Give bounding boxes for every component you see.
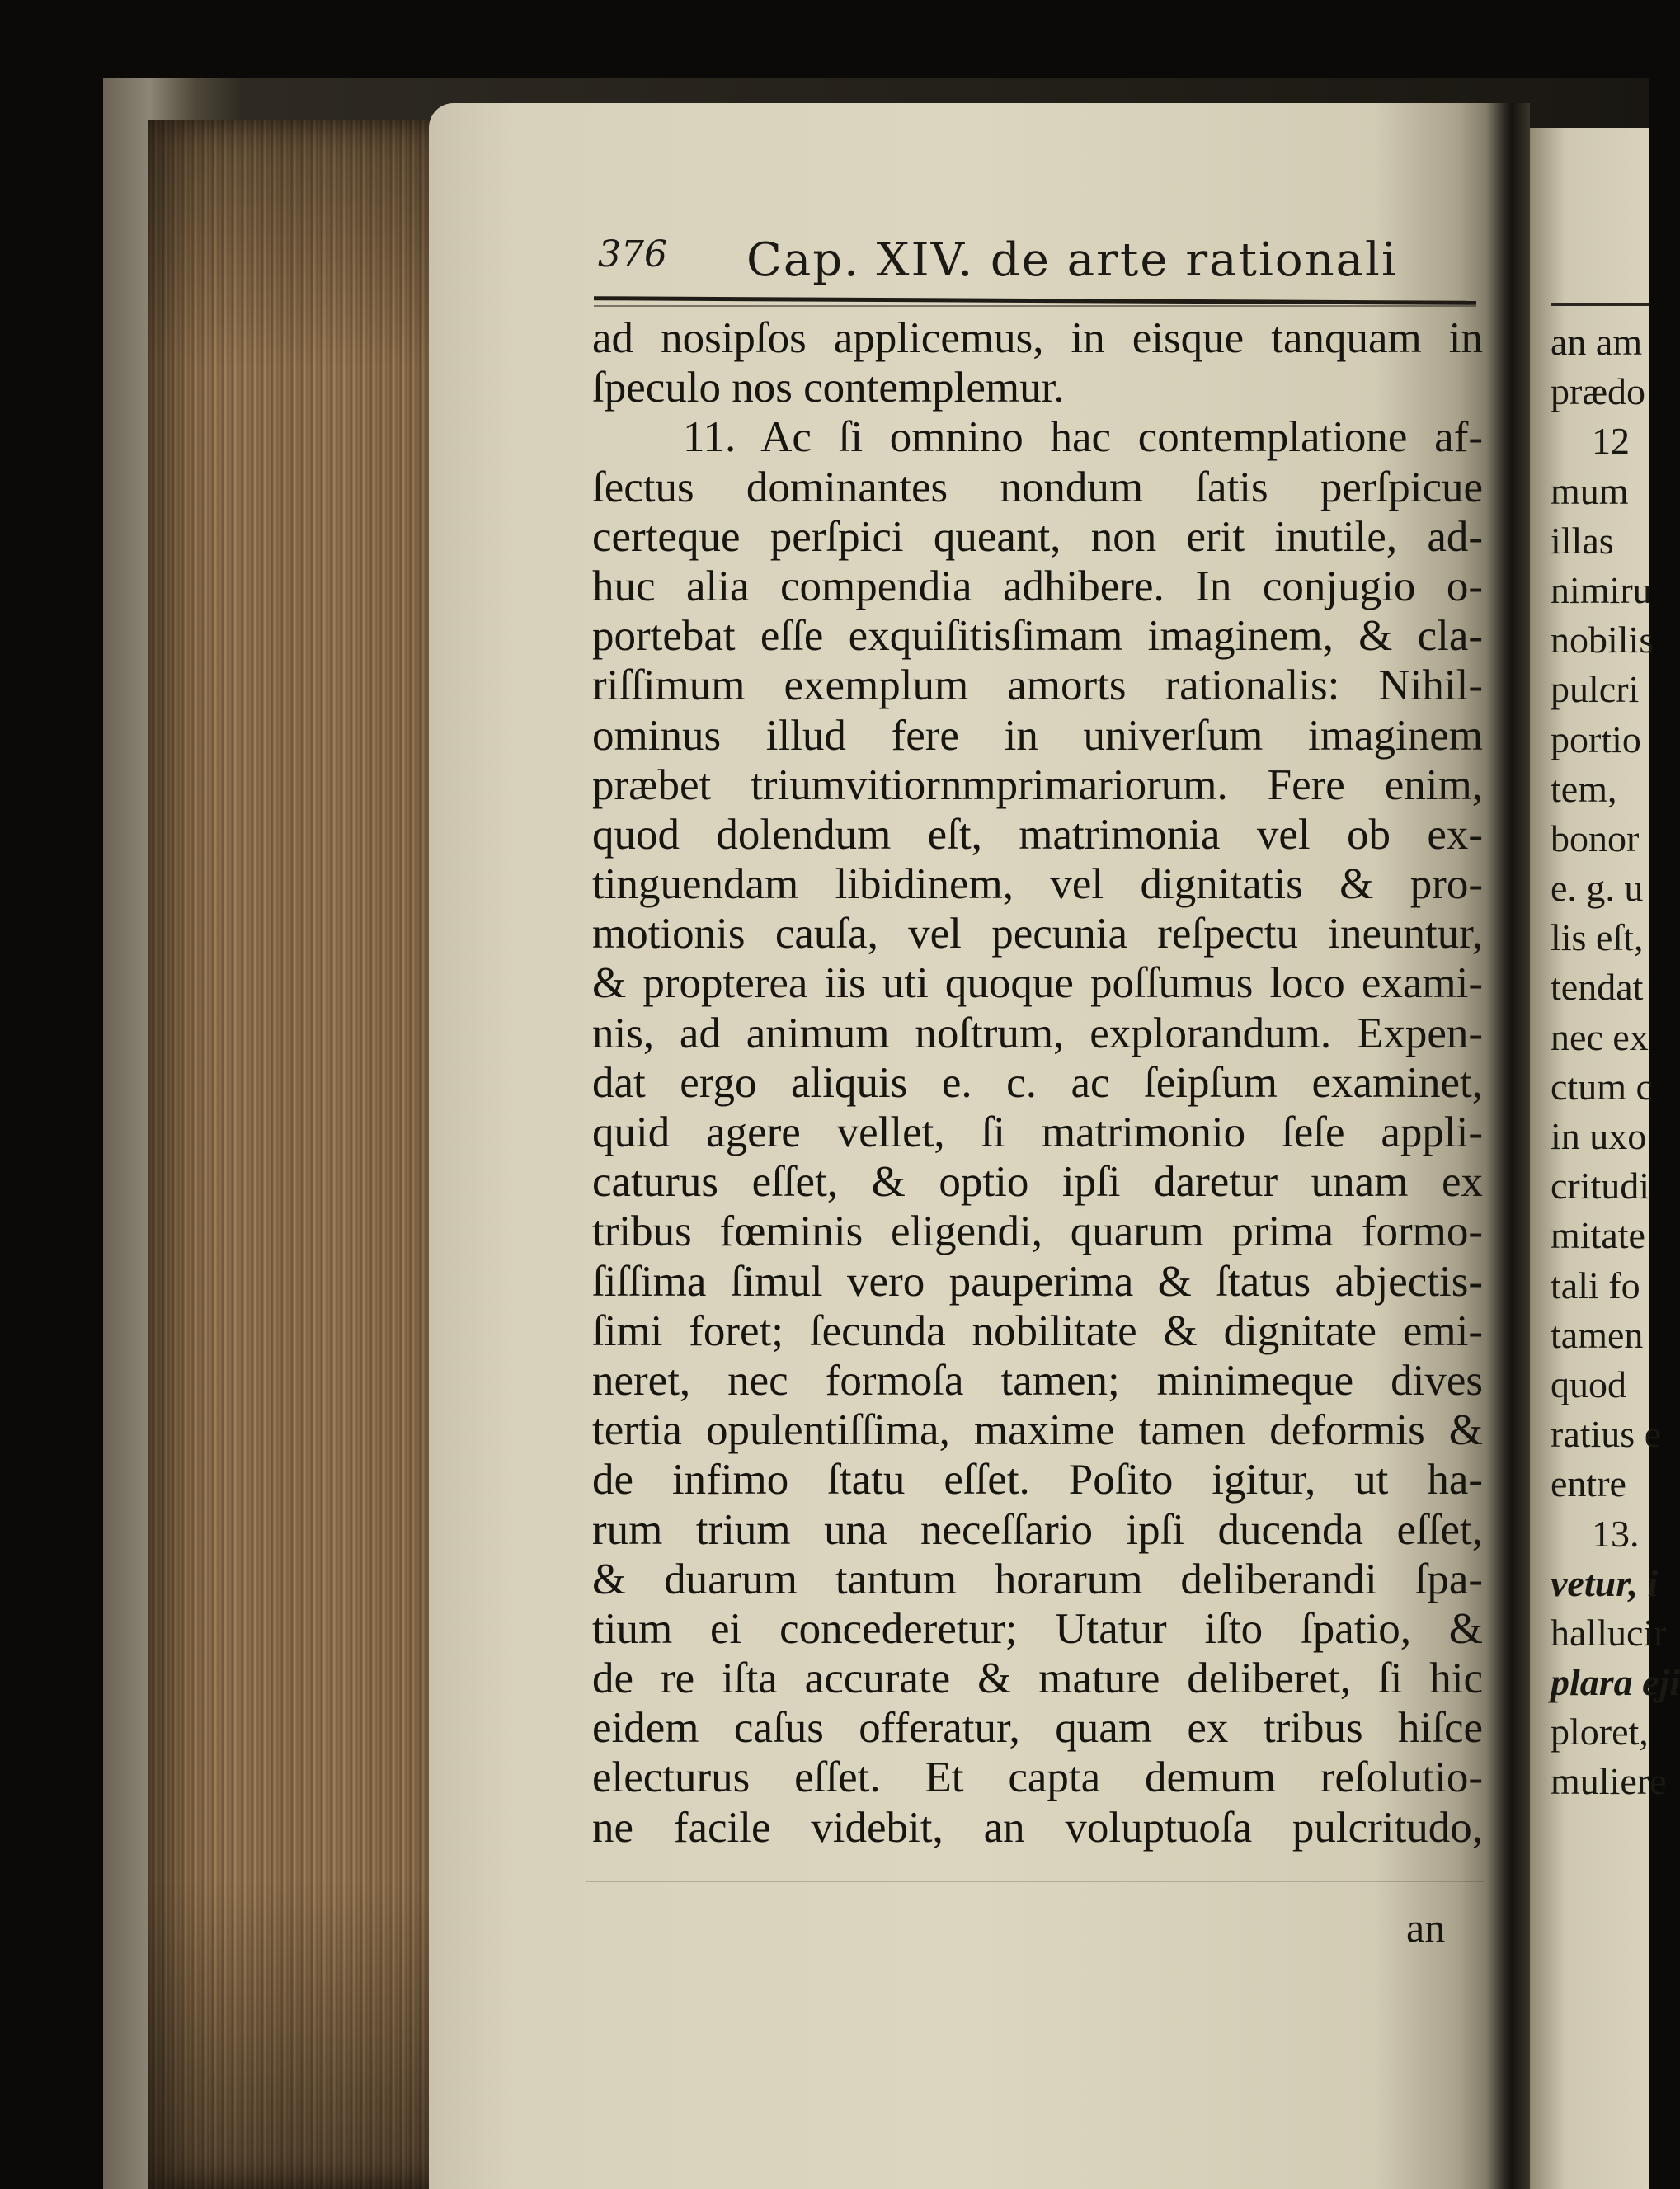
text-line: ſimi foret; ſecunda nobilitate & dignitate emi-	[592, 1306, 1483, 1355]
right-page-line: vetur, i	[1551, 1561, 1659, 1604]
right-page-line: ploret,	[1551, 1711, 1649, 1754]
text-line: tinguendam libidinem, vel dignitatis & pro-	[592, 860, 1483, 909]
text-line: quod dolendum eſt, matrimonia vel ob ex-	[592, 810, 1483, 859]
right-page-line: critudi	[1551, 1165, 1650, 1207]
text-line: huc alia compendia adhibere. In conjugio o-	[592, 562, 1483, 610]
text-line: portebat eſſe exquiſitisſimam imaginem, & cla-	[592, 612, 1483, 661]
text-line: præbet triumvitiornmprimariorum. Fere enim,	[592, 760, 1483, 809]
right-page-line: quod	[1551, 1363, 1626, 1405]
text-line: & propterea iis uti quoque poſſumus loco exami-	[592, 959, 1483, 1008]
right-page-line: tem,	[1551, 767, 1617, 810]
text-line: rum trium una neceſſario ipſi ducenda eſſet,	[592, 1505, 1483, 1554]
right-page-line: 12	[1592, 420, 1630, 463]
right-page-line: e. g. u	[1551, 867, 1644, 910]
text-line: tribus fœminis eligendi, quarum prima formo-	[592, 1207, 1483, 1256]
text-line: electurus eſſet. Et capta demum reſolutio-	[592, 1754, 1483, 1802]
right-page-line: 13.	[1592, 1512, 1640, 1555]
right-page-head-rule	[1551, 303, 1649, 306]
text-line: riſſimum exemplum amorts rationalis: Nihil-	[592, 661, 1483, 710]
right-page-line: ratius e	[1551, 1413, 1662, 1456]
running-head-title: Cap. XIV. de arte rationali	[746, 233, 1398, 287]
catchword: an	[1406, 1904, 1446, 1951]
right-page-line: mum	[1551, 469, 1629, 512]
bleed-through-mark	[586, 1881, 1485, 1882]
right-page-line: muliere	[1551, 1760, 1667, 1803]
text-line: & duarum tantum horarum deliberandi ſpa-	[592, 1555, 1483, 1603]
right-page-line: tamen	[1551, 1313, 1644, 1356]
right-page-line: lis eſt,	[1551, 916, 1644, 959]
right-page-line: prædo	[1551, 370, 1645, 413]
page-edges-shadow	[148, 120, 445, 2189]
text-line: tertia opulentiſſima, maxime tamen deformis &	[592, 1406, 1483, 1455]
right-page-line: tali fo	[1551, 1264, 1640, 1306]
text-line: ſpeculo nos contemplemur.	[592, 364, 1065, 412]
right-page-line: ctum c	[1551, 1065, 1653, 1108]
text-line: ominus illud fere in univerſum imaginem	[592, 711, 1483, 760]
right-page-line: nec ex	[1551, 1015, 1649, 1058]
body-text	[592, 313, 1483, 1852]
page-number: 376	[598, 233, 667, 275]
text-line: certeque perſpici queant, non erit inutile, ad-	[592, 512, 1483, 561]
text-line: ſectus dominantes nondum ſatis perſpicue	[592, 463, 1483, 511]
right-page-line: bonor	[1551, 817, 1640, 859]
right-page-line: tendat	[1551, 966, 1644, 1009]
right-page-line: nimiru	[1551, 568, 1652, 611]
right-page-line: plara eji	[1551, 1661, 1680, 1704]
text-line: motionis cauſa, vel pecunia reſpectu ineuntur,	[592, 910, 1483, 958]
right-page-line: in uxo	[1551, 1115, 1647, 1157]
right-page-text	[1551, 318, 1680, 1807]
right-page-line: pulcri	[1551, 668, 1640, 711]
right-page-line: mitate	[1551, 1214, 1645, 1257]
head-rule-thin	[594, 305, 1476, 307]
text-line: quid agere vellet, ſi matrimonio ſeſe appli-	[592, 1109, 1483, 1156]
text-line: dat ergo aliquis e. c. ac ſeipſum examinet,	[592, 1058, 1483, 1107]
right-page-line: illas	[1551, 519, 1614, 562]
right-page-line: nobilis	[1551, 619, 1654, 661]
right-page-line: an am	[1551, 321, 1643, 363]
text-line: nis, ad animum noſtrum, explorandum. Expen-	[592, 1009, 1483, 1057]
text-line: ad nosipſos applicemus, in eisque tanquam in	[592, 314, 1483, 362]
text-line: ſiſſima ſimul vero pauperima & ſtatus abjectis-	[592, 1257, 1483, 1306]
text-line: de re iſta accurate & mature deliberet, ſi hic	[592, 1655, 1483, 1703]
text-line: neret, nec formoſa tamen; minimeque dives	[592, 1356, 1483, 1405]
book-gutter	[1485, 103, 1530, 2189]
right-page-line: hallucir	[1551, 1611, 1667, 1654]
text-line: ne facile videbit, an voluptuoſa pulcritudo,	[592, 1803, 1483, 1852]
text-line: eidem caſus offeratur, quam ex tribus hiſce	[592, 1704, 1483, 1753]
text-line: tium ei concederetur; Utatur iſto ſpatio, &	[592, 1604, 1483, 1653]
text-line: caturus eſſet, & optio ipſi daretur unam ex	[592, 1158, 1483, 1207]
running-head	[598, 233, 1464, 291]
right-page-line: portio	[1551, 718, 1641, 760]
text-line: de infimo ſtatu eſſet. Poſito igitur, ut ha-	[592, 1456, 1483, 1504]
text-line: 11. Ac ſi omnino hac contemplatione af-	[683, 413, 1483, 462]
right-page-line: entre	[1551, 1462, 1626, 1505]
